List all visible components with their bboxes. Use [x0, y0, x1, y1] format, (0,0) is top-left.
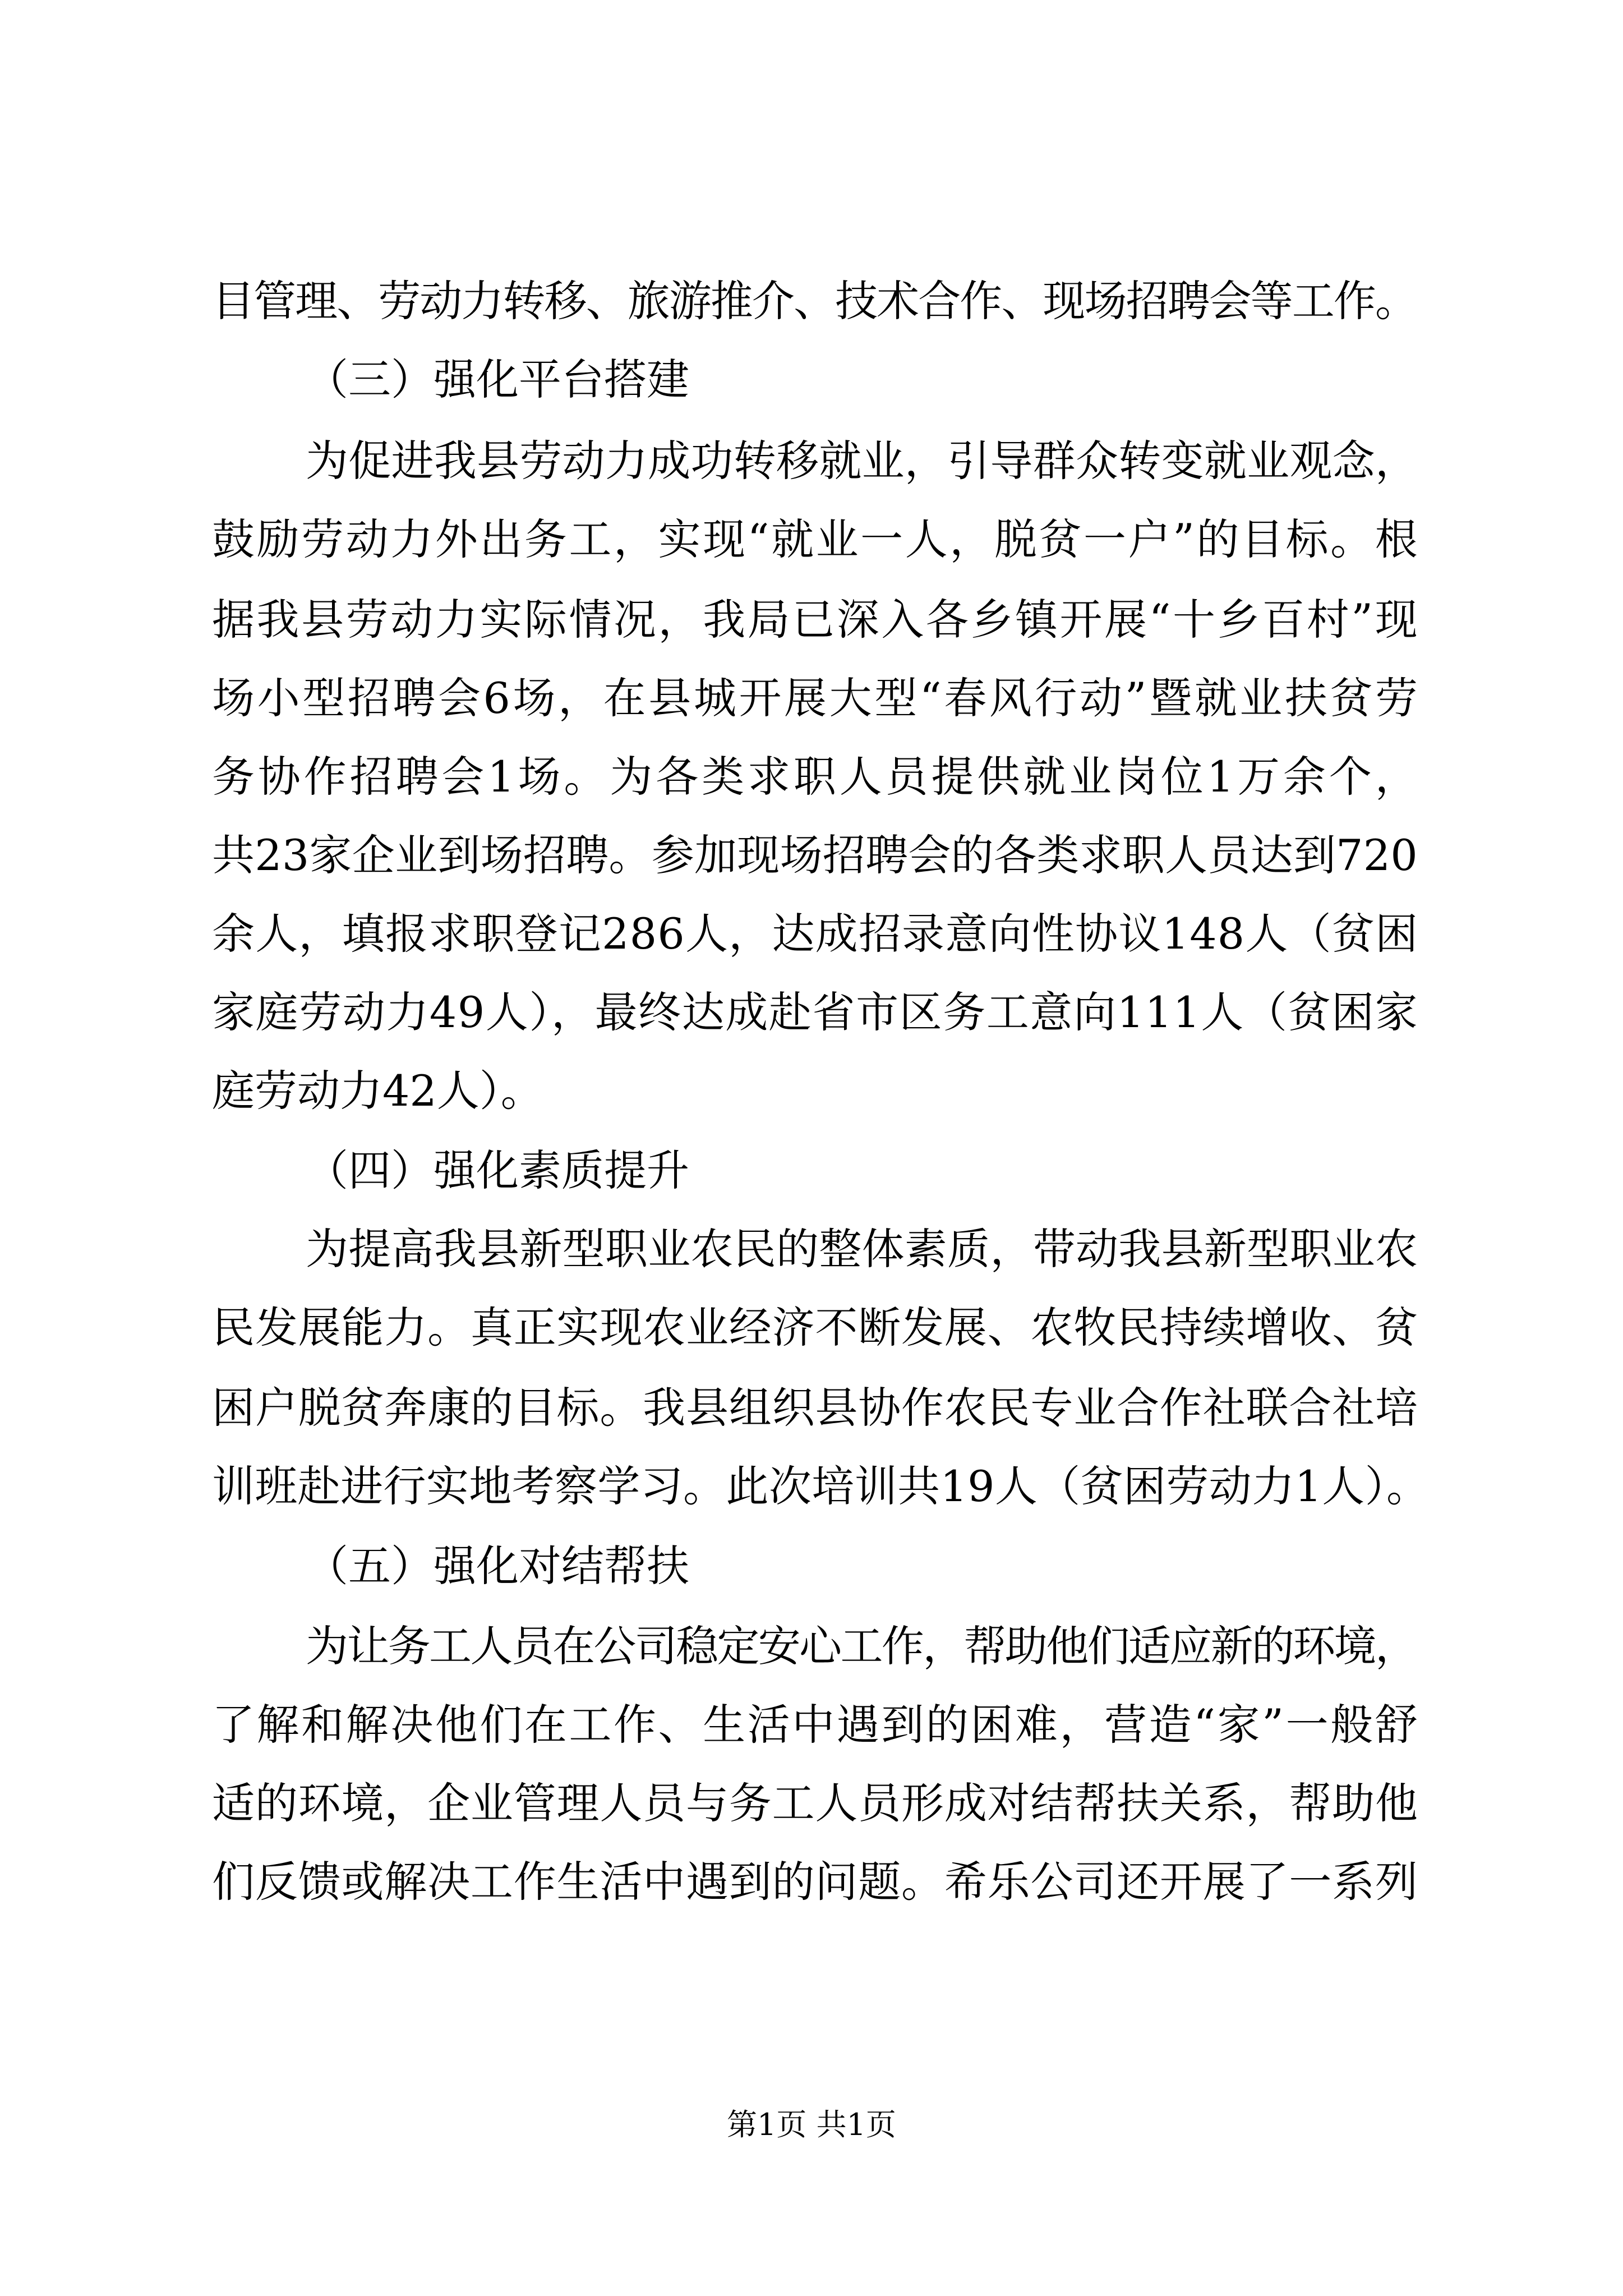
text-line-9: 余人，填报求职登记286人，达成招录意向性协议148人（贫困 [212, 909, 1419, 959]
text-line-16: 训班赴进行实地考察学习。此次培训共19人（贫困劳动力1人）。 [212, 1461, 1430, 1511]
text-line-10: 家庭劳动力49人），最终达成赴省市区务工意向111人（贫困家 [212, 987, 1419, 1037]
text-line-6: 场小型招聘会6场，在县城开展大型“春风行动”暨就业扶贫劳 [212, 673, 1421, 723]
section-heading-4: （四）强化素质提升 [306, 1145, 689, 1195]
page-footer: 第1页 共1页 [727, 2107, 896, 2142]
text-line-8: 共23家企业到场招聘。参加现场招聘会的各类求职人员达到720 [212, 830, 1418, 880]
text-line-5: 据我县劳动力实际情况，我局已深入各乡镇开展“十乡百村”现 [212, 595, 1420, 645]
text-line-20: 适的环境，企业管理人员与务工人员形成对结帮扶关系，帮助他 [212, 1778, 1418, 1828]
section-heading-3: （三）强化平台搭建 [306, 355, 689, 404]
section-heading-5: （五）强化对结帮扶 [306, 1541, 689, 1591]
text-line-14: 民发展能力。真正实现农业经济不断发展、农牧民持续增收、贫 [212, 1303, 1418, 1352]
text-line-4: 鼓励劳动力外出务工，实现“就业一人，脱贫一户”的目标。根 [212, 514, 1420, 564]
text-line-13: 为提高我县新型职业农民的整体素质，带动我县新型职业农 [306, 1224, 1418, 1274]
text-line-11: 庭劳动力42人）。 [212, 1066, 543, 1116]
text-line-18: 为让务工人员在公司稳定安心工作，帮助他们适应新的环境， [306, 1621, 1417, 1671]
text-line-3: 为促进我县劳动力成功转移就业，引导群众转变就业观念， [306, 436, 1418, 486]
text-line-1: 目管理、劳动力转移、旅游推介、技术合作、现场招聘会等工作。 [212, 276, 1417, 326]
text-line-15: 困户脱贫奔康的目标。我县组织县协作农民专业合作社联合社培 [212, 1383, 1418, 1433]
text-line-19: 了解和解决他们在工作、生活中遇到的困难，营造“家”一般舒 [212, 1700, 1420, 1750]
text-line-7: 务协作招聘会1场。为各类求职人员提供就业岗位1万余个， [212, 752, 1421, 802]
text-line-21: 们反馈或解决工作生活中遇到的问题。希乐公司还开展了一系列 [212, 1857, 1418, 1907]
